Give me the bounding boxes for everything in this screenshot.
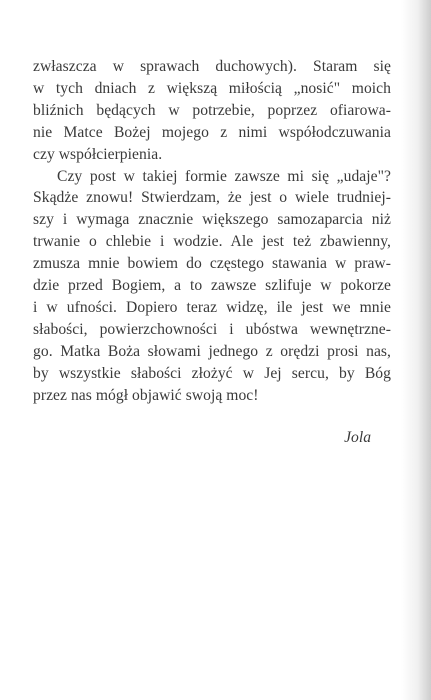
page-edge-shadow bbox=[401, 0, 431, 700]
body-text bbox=[33, 56, 391, 407]
paragraph-2 bbox=[33, 166, 391, 407]
text-line: Czy post w takiej formie zawsze mi się „udaje"? bbox=[57, 167, 391, 185]
signature: Jola bbox=[344, 429, 371, 446]
text-line: zwłaszcza w sprawach duchowych). Staram się bbox=[33, 58, 391, 75]
text-line: go. Matka Boża słowami jednego z orędzi prosi nas, bbox=[33, 342, 391, 360]
text-line: i w ufności. Dopiero teraz widzę, ile jest we mnie bbox=[33, 298, 391, 316]
text-line: nie Matce Bożej mojego z nimi współodczuwania bbox=[33, 123, 391, 141]
paragraph-1 bbox=[33, 56, 391, 166]
text-line: w tych dniach z większą miłością „nosić" moich bbox=[33, 79, 391, 97]
text-line: by wszystkie słabości złożyć w Jej sercu, by Bóg bbox=[33, 364, 391, 382]
text-line: zmusza mnie bowiem do częstego stawania w praw- bbox=[33, 255, 391, 273]
text-line: dzie przed Bogiem, a to zawsze szlifuje w pokorze bbox=[33, 277, 391, 295]
text-line: trwanie o chlebie i wodzie. Ale jest też zbawienny, bbox=[33, 233, 391, 251]
text-line: szy i wymaga znacznie większego samozaparcia niż bbox=[33, 211, 391, 229]
text-line: czy współcierpienia. bbox=[33, 145, 163, 163]
text-line: bliźnich będących w potrzebie, poprzez ofiarowa- bbox=[33, 101, 391, 119]
text-line: przez nas mógł objawić swoją moc! bbox=[33, 386, 259, 404]
text-line: Skądże znowu! Stwierdzam, że jest o wiele trudniej- bbox=[33, 189, 391, 207]
text-line: słabości, powierzchowności i ubóstwa wewnętrzne- bbox=[33, 320, 391, 338]
